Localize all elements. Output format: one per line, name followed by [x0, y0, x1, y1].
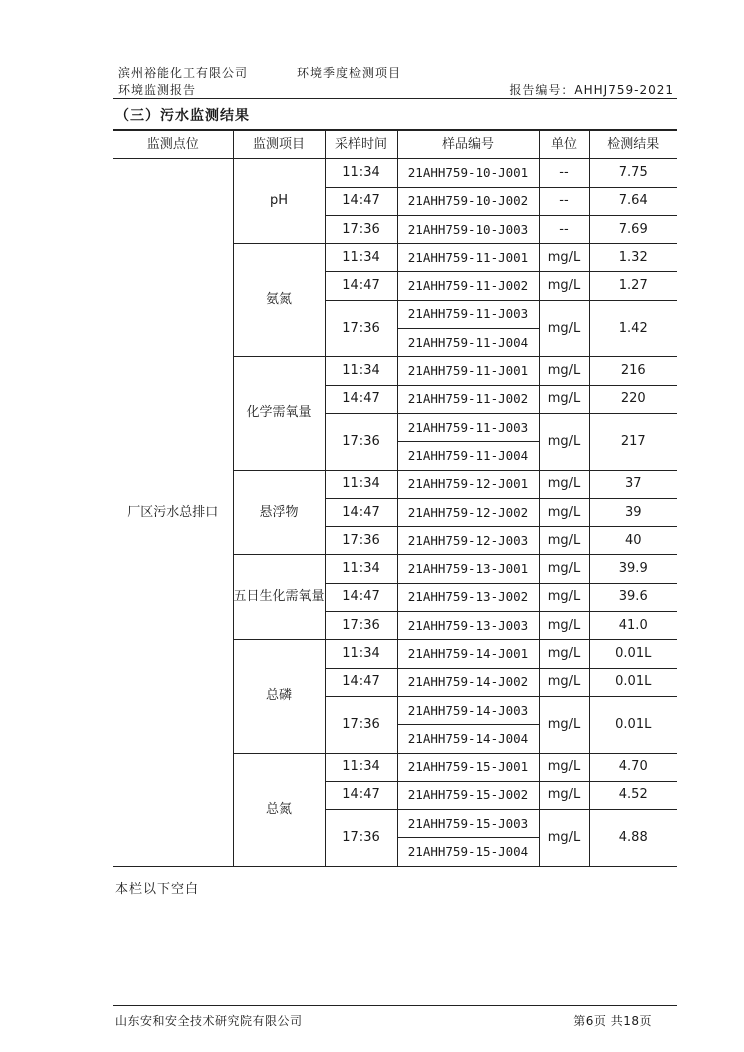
- footer-divider: [113, 1005, 677, 1006]
- time-cell: 17:36: [325, 527, 397, 555]
- project-name: 环境季度检测项目: [297, 66, 402, 80]
- time-cell: 14:47: [325, 272, 397, 300]
- location-cell: 厂区污水总排口: [113, 159, 233, 866]
- time-cell: 11:34: [325, 244, 397, 272]
- sample-id-cell: 21AHH759-15-J001: [397, 753, 539, 781]
- unit-cell: mg/L: [539, 413, 589, 470]
- sample-id-cell: 21AHH759-11-J004: [397, 329, 539, 357]
- time-cell: 14:47: [325, 498, 397, 526]
- time-cell: 17:36: [325, 696, 397, 753]
- result-cell: 220: [589, 385, 677, 413]
- result-cell: 7.69: [589, 215, 677, 243]
- item-cell: 悬浮物: [233, 470, 325, 555]
- result-cell: 4.88: [589, 810, 677, 867]
- time-cell: 14:47: [325, 668, 397, 696]
- unit-cell: mg/L: [539, 498, 589, 526]
- sample-id-cell: 21AHH759-13-J001: [397, 555, 539, 583]
- sample-id-cell: 21AHH759-15-J004: [397, 838, 539, 866]
- results-table: [113, 129, 677, 867]
- footer-page: 第6页 共18页: [573, 1014, 652, 1028]
- item-cell: pH: [233, 159, 325, 244]
- sample-id-cell: 21AHH759-12-J003: [397, 527, 539, 555]
- time-cell: 14:47: [325, 781, 397, 809]
- sample-id-cell: 21AHH759-10-J003: [397, 215, 539, 243]
- unit-cell: mg/L: [539, 810, 589, 867]
- time-cell: 14:47: [325, 187, 397, 215]
- sample-id-cell: 21AHH759-10-J001: [397, 159, 539, 187]
- unit-cell: mg/L: [539, 385, 589, 413]
- time-cell: 11:34: [325, 357, 397, 385]
- item-cell: 化学需氧量: [233, 357, 325, 470]
- unit-cell: mg/L: [539, 527, 589, 555]
- result-cell: 39: [589, 498, 677, 526]
- report-type: 环境监测报告: [118, 83, 197, 97]
- sample-id-cell: 21AHH759-15-J002: [397, 781, 539, 809]
- time-cell: 11:34: [325, 640, 397, 668]
- time-cell: 17:36: [325, 810, 397, 867]
- sample-id-cell: 21AHH759-11-J001: [397, 357, 539, 385]
- unit-cell: --: [539, 215, 589, 243]
- sample-id-cell: 21AHH759-13-J002: [397, 583, 539, 611]
- section-title: （三）污水监测结果: [115, 108, 250, 124]
- footer-org: 山东安和安全技术研究院有限公司: [115, 1014, 303, 1028]
- sample-id-cell: 21AHH759-13-J003: [397, 612, 539, 640]
- results-table-body: [113, 130, 677, 866]
- result-cell: 217: [589, 413, 677, 470]
- result-cell: 4.52: [589, 781, 677, 809]
- sample-id-cell: 21AHH759-14-J003: [397, 696, 539, 724]
- result-cell: 0.01L: [589, 696, 677, 753]
- result-cell: 4.70: [589, 753, 677, 781]
- unit-cell: mg/L: [539, 272, 589, 300]
- header-divider: [113, 98, 677, 99]
- sample-id-cell: 21AHH759-11-J001: [397, 244, 539, 272]
- unit-cell: mg/L: [539, 555, 589, 583]
- unit-cell: mg/L: [539, 244, 589, 272]
- column-header: 检测结果: [589, 130, 677, 159]
- time-cell: 11:34: [325, 555, 397, 583]
- time-cell: 17:36: [325, 215, 397, 243]
- item-cell: 总磷: [233, 640, 325, 753]
- result-cell: 39.6: [589, 583, 677, 611]
- unit-cell: --: [539, 187, 589, 215]
- time-cell: 14:47: [325, 583, 397, 611]
- sample-id-cell: 21AHH759-14-J004: [397, 725, 539, 753]
- result-cell: 1.42: [589, 300, 677, 357]
- unit-cell: mg/L: [539, 668, 589, 696]
- sample-id-cell: 21AHH759-11-J003: [397, 300, 539, 328]
- unit-cell: mg/L: [539, 583, 589, 611]
- time-cell: 11:34: [325, 753, 397, 781]
- result-cell: 7.64: [589, 187, 677, 215]
- sample-id-cell: 21AHH759-15-J003: [397, 810, 539, 838]
- unit-cell: mg/L: [539, 640, 589, 668]
- unit-cell: mg/L: [539, 753, 589, 781]
- sample-id-cell: 21AHH759-11-J003: [397, 413, 539, 441]
- unit-cell: mg/L: [539, 612, 589, 640]
- result-cell: 7.75: [589, 159, 677, 187]
- sample-id-cell: 21AHH759-12-J002: [397, 498, 539, 526]
- sample-id-cell: 21AHH759-10-J002: [397, 187, 539, 215]
- sample-id-cell: 21AHH759-11-J002: [397, 272, 539, 300]
- time-cell: 17:36: [325, 612, 397, 640]
- time-cell: 17:36: [325, 413, 397, 470]
- company-name: 滨州裕能化工有限公司: [118, 66, 249, 80]
- unit-cell: mg/L: [539, 357, 589, 385]
- time-cell: 14:47: [325, 385, 397, 413]
- result-cell: 1.27: [589, 272, 677, 300]
- column-header: 监测项目: [233, 130, 325, 159]
- result-cell: 37: [589, 470, 677, 498]
- blank-note: 本栏以下空白: [115, 882, 200, 897]
- unit-cell: mg/L: [539, 781, 589, 809]
- sample-id-cell: 21AHH759-11-J004: [397, 442, 539, 470]
- unit-cell: mg/L: [539, 696, 589, 753]
- unit-cell: --: [539, 159, 589, 187]
- time-cell: 17:36: [325, 300, 397, 357]
- time-cell: 11:34: [325, 159, 397, 187]
- time-cell: 11:34: [325, 470, 397, 498]
- column-header: 监测点位: [113, 130, 233, 159]
- table-row: [113, 159, 677, 187]
- column-header: 样品编号: [397, 130, 539, 159]
- result-cell: 0.01L: [589, 668, 677, 696]
- unit-cell: mg/L: [539, 300, 589, 357]
- unit-cell: mg/L: [539, 470, 589, 498]
- table-header-row: [113, 130, 677, 159]
- item-cell: 五日生化需氧量: [233, 555, 325, 640]
- result-cell: 0.01L: [589, 640, 677, 668]
- report-number: 报告编号：AHHJ759-2021: [509, 83, 674, 97]
- result-cell: 40: [589, 527, 677, 555]
- result-cell: 41.0: [589, 612, 677, 640]
- column-header: 采样时间: [325, 130, 397, 159]
- result-cell: 216: [589, 357, 677, 385]
- item-cell: 氨氮: [233, 244, 325, 357]
- result-cell: 1.32: [589, 244, 677, 272]
- column-header: 单位: [539, 130, 589, 159]
- result-cell: 39.9: [589, 555, 677, 583]
- sample-id-cell: 21AHH759-12-J001: [397, 470, 539, 498]
- sample-id-cell: 21AHH759-11-J002: [397, 385, 539, 413]
- sample-id-cell: 21AHH759-14-J002: [397, 668, 539, 696]
- sample-id-cell: 21AHH759-14-J001: [397, 640, 539, 668]
- item-cell: 总氮: [233, 753, 325, 866]
